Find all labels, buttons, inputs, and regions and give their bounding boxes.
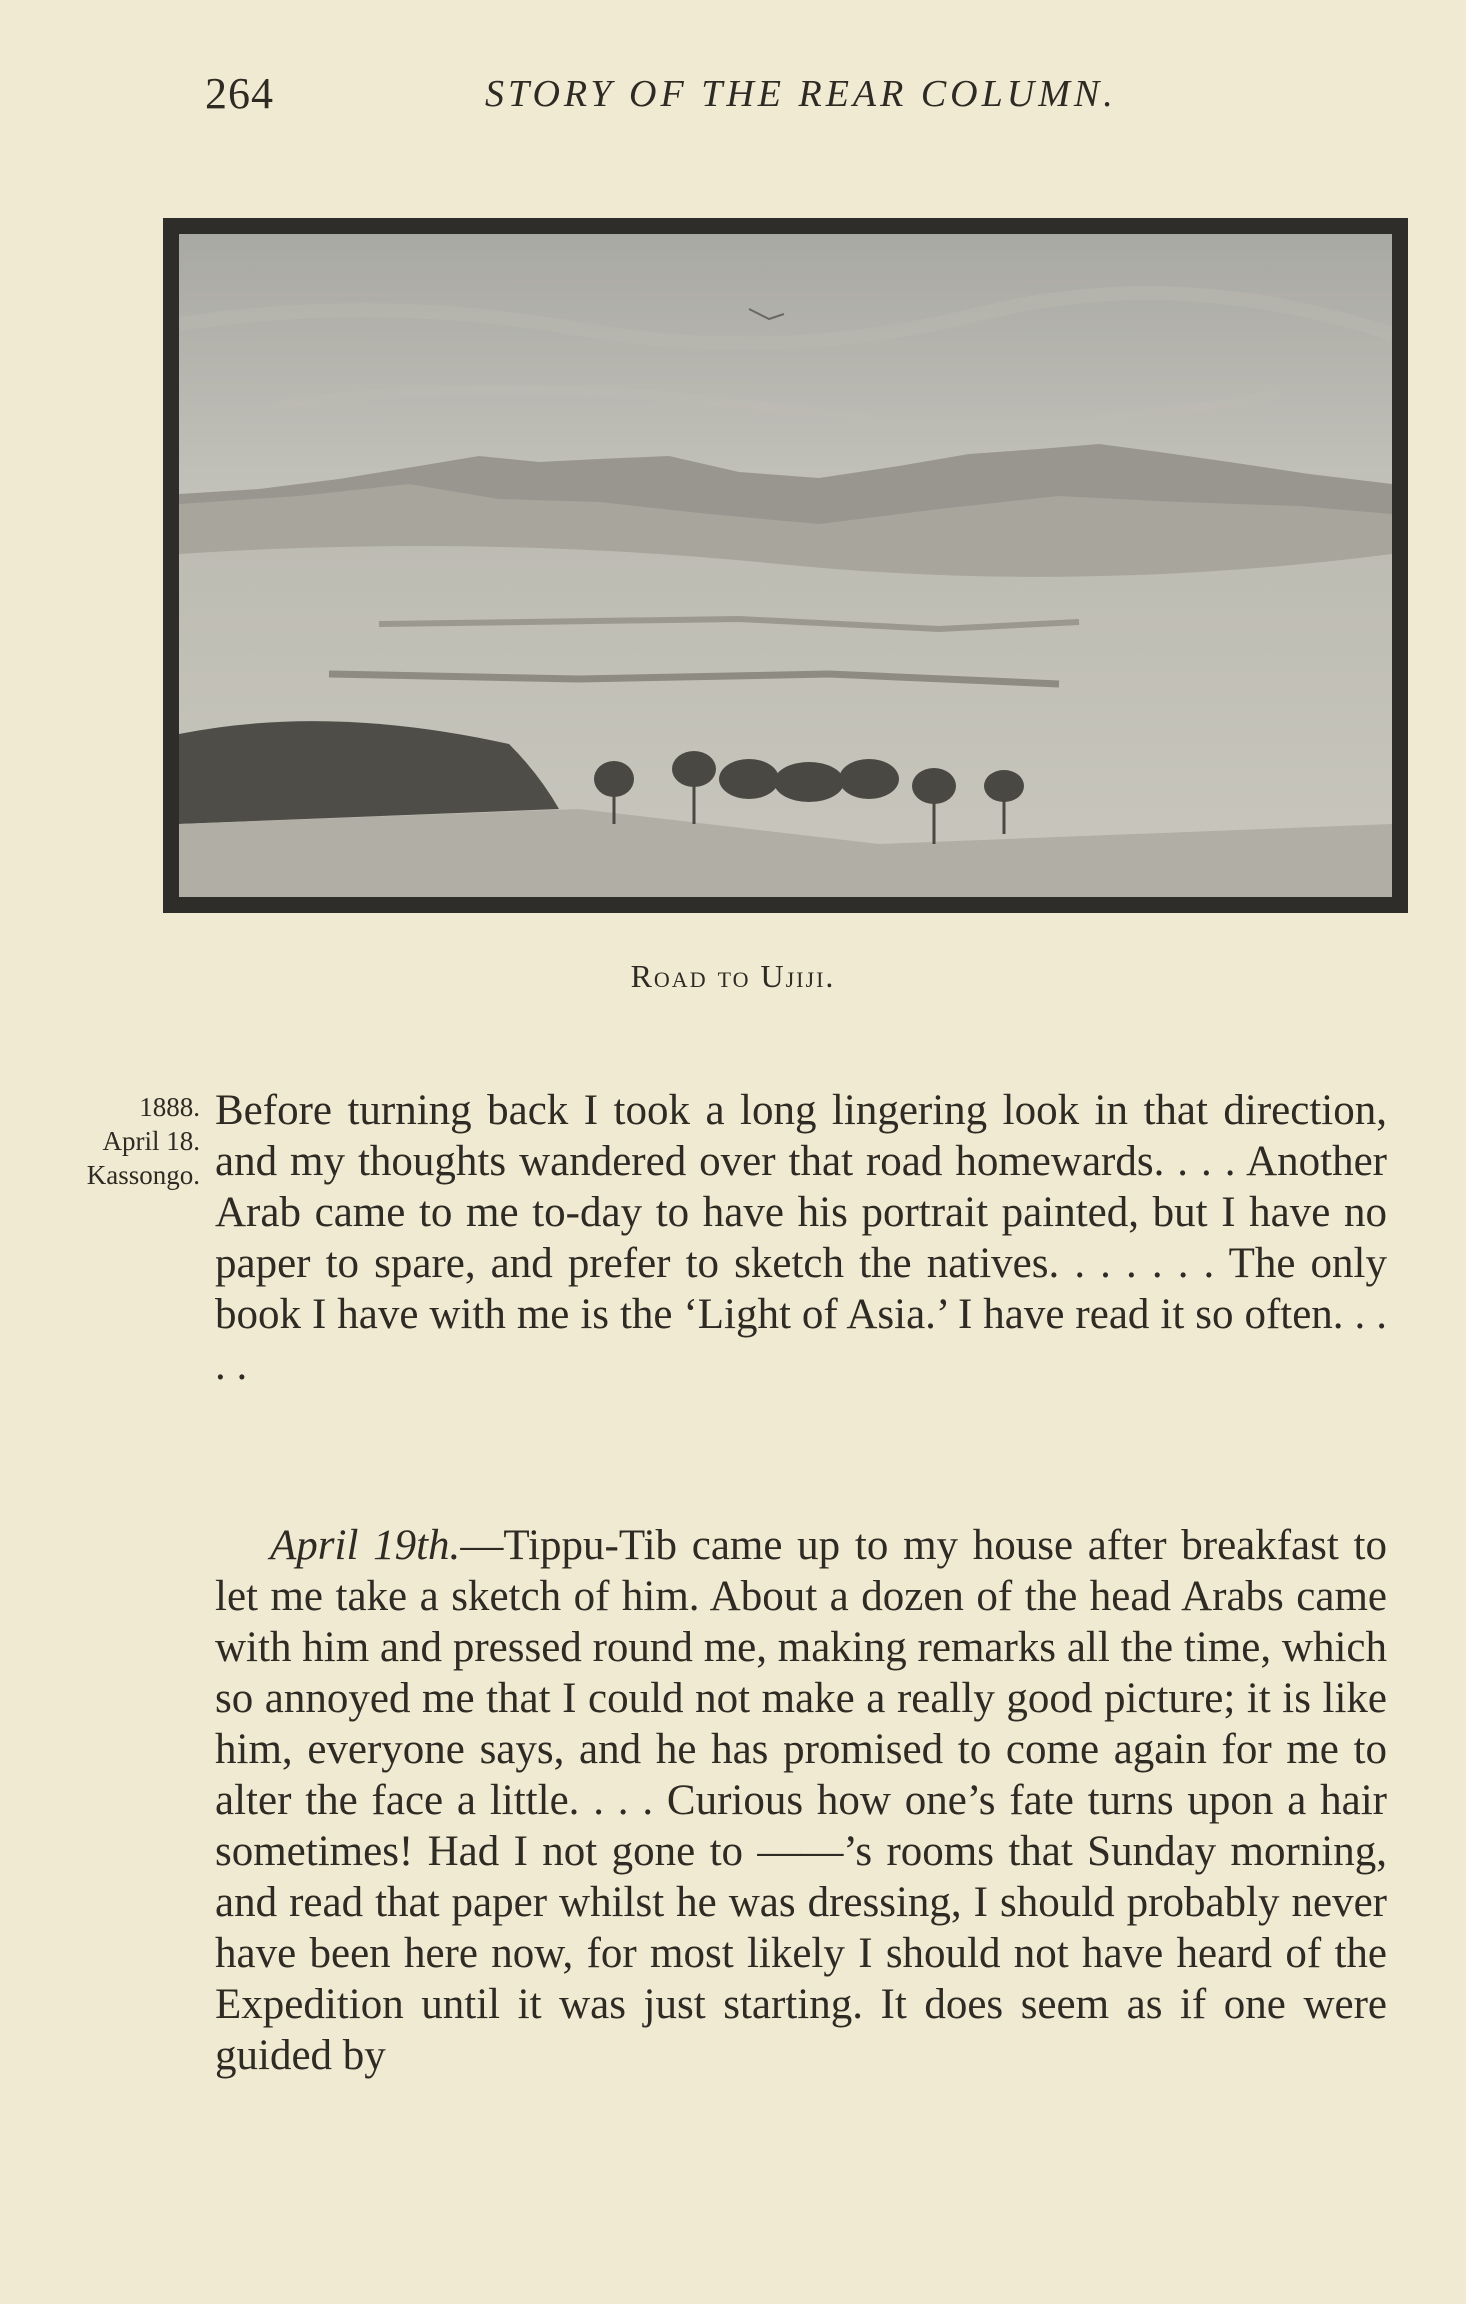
road-landscape-engraving [179, 234, 1392, 897]
diary-entry-date: April 19th. [270, 1522, 461, 1569]
paragraph-2-text: —Tippu-Tib came up to my house after breakfast to let me take a sketch of him. About a dozen of the head Arabs came with him and pressed round me, making remarks all the time, which so annoyed me that I could not make a really good picture; it is like him, everyone says, and he has promised to come again for me to alter the face a little. . . . Curious how one’s fate turns upon a hair sometimes! Had I not gone to ——’s rooms that Sunday morning, and read that paper whilst he was dressing, I should probably never have been here now, for most likely I should not have heard of the Expedition until it was just starting. It does seem as if one were guided by [215, 1522, 1387, 2079]
page-number: 264 [205, 69, 274, 118]
paragraph-2 [215, 1520, 1387, 2081]
paragraph-1 [215, 1085, 1387, 1391]
page-header [205, 68, 1205, 128]
running-head: STORY OF THE REAR COLUMN. [485, 73, 1117, 115]
figure-caption: Road to Ujiji. [630, 958, 836, 994]
margin-notes [40, 1090, 200, 1192]
margin-note-date: April 18. [102, 1126, 200, 1156]
margin-note-year: 1888. [139, 1092, 200, 1122]
margin-note-place: Kassongo. [86, 1160, 200, 1190]
landscape-illustration [163, 218, 1408, 913]
paragraph-1-text: Before turning back I took a long lingering look in that direction, and my thoughts wandered over that road homewards. . . . Another Arab came to me to-day to have his portrait painted, but I have no paper to spare, and prefer to sketch the natives. . . . . . . The only book I have with me is the ‘Light of Asia.’ I have read it so often. . . . . [215, 1087, 1387, 1389]
